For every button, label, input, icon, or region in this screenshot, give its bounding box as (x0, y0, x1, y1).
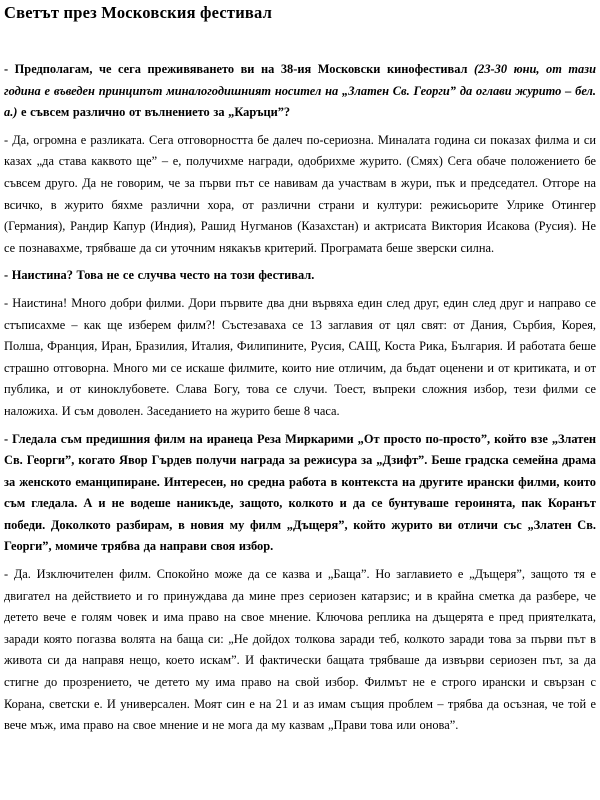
interview-question-3: - Гледала съм предишния филм на иранеца Реза Миркарими „От просто по-просто”, който взе „Златен Св. Георги”, когато Явор Гърдев получи награда за режисура за „Дзифт”. Беше градска семейна драма за женското еманципиране. Интересен, но средна работа в контекста на другите ирански филми, които съм гледала. А и не водеше наникъде, защото, колкото и да се бунтуваше героинята, пак Коранът победи. Доколкото разбирам, в новия му филм „Дъщеря”, който журито ви отличи със „Златен Св. Георги”, момиче трябва да направи своя избор. (4, 431, 596, 554)
interview-question-1 (4, 59, 596, 124)
interview-answer-3: - Да. Изключителен филм. Спокойно може да се казва и „Баща”. Но заглавието е „Дъщеря”, защото тя е двигател на действието и го принуждава да мине през сериозен катарзис; и в крайна сметка да разбере, че детето вече е голям човек и има право на свое мнение. Ключова реплика на дъщерята е пред приятелката, заради която погазва волята на баща си: „Не дойдох толкова заради теб, колкото заради това за първи път в живота си да направя нещо, което искам”. И фактически бащата трябваше да извърви сериозен път, за да стигне до прозрението, че детето му има право на свой избор. Филмът не е строго ирански и свързан с Корана, светски е. И универсален. Моят син е на 21 и аз имам същия проблем – трябва да осъзная, че той е вече мъж, има право на свое мнение и не мога да му казвам „Прави това или онова”. (4, 567, 596, 733)
interview-question-2: - Наистина? Това не се случва често на този фестивал. (4, 268, 315, 283)
question-1-lead-text: - Предполагам, че сега преживяването ви на 38-ия Московски кинофестивал (4, 62, 475, 76)
question-1-editorial-note: (23-30 юни, от тази година е въведен принципът миналогодишният носител на „Златен Св. Георги” да оглави журито – бел. а.) (4, 62, 596, 120)
interview-answer-1: - Да, огромна е разликата. Сега отговорността бе далеч по-сериозна. Миналата година си показах филма и си казах „да става каквото ще” – е, получихме награди, одобрихме журито. (Смях) Сега обаче положението бе съвсем друго. Да не говорим, че за първи път се навивам да участвам в жури, пък и председател. Отгоре на всичко, в журито бяхме различни хора, от различни страни и култури: режисьорите Улрике Отингер (Германия), Рандир Капур (Индия), Рашид Нугманов (Казахстан) и актрисата Виктория Исакова (Русия). Не се познавахме, трябваше да си уточним някакъв критерий. Програмата беше зверски силна. (4, 132, 596, 255)
document-title: Светът през Московския фестивал (4, 3, 273, 22)
interview-answer-2: - Наистина! Много добри филми. Дори първите два дни вървяха един след друг, един след друг и направо се стъписахме – как ще изберем филм?! Състезаваха се 13 заглавия от цял свят: от Дания, Сърбия, Корея, Полша, Франция, Иран, Бразилия, Италия, Филипините, Русия, САЩ, Коста Рика, България. И работата беше страшно отговорна. Много ми се искаше филмите, които ние отличим, да бъдат оценени и от критиката, и от публика, и от киноклубовете. Слава Богу, това се случи. Тоест, въпреки сложния избор, тези филми се наложиха. И съм доволен. Заседанието на журито беше 8 часа. (4, 295, 596, 418)
question-1-tail-text: е съвсем различно от вълнението за „Каръци”? (17, 105, 291, 120)
